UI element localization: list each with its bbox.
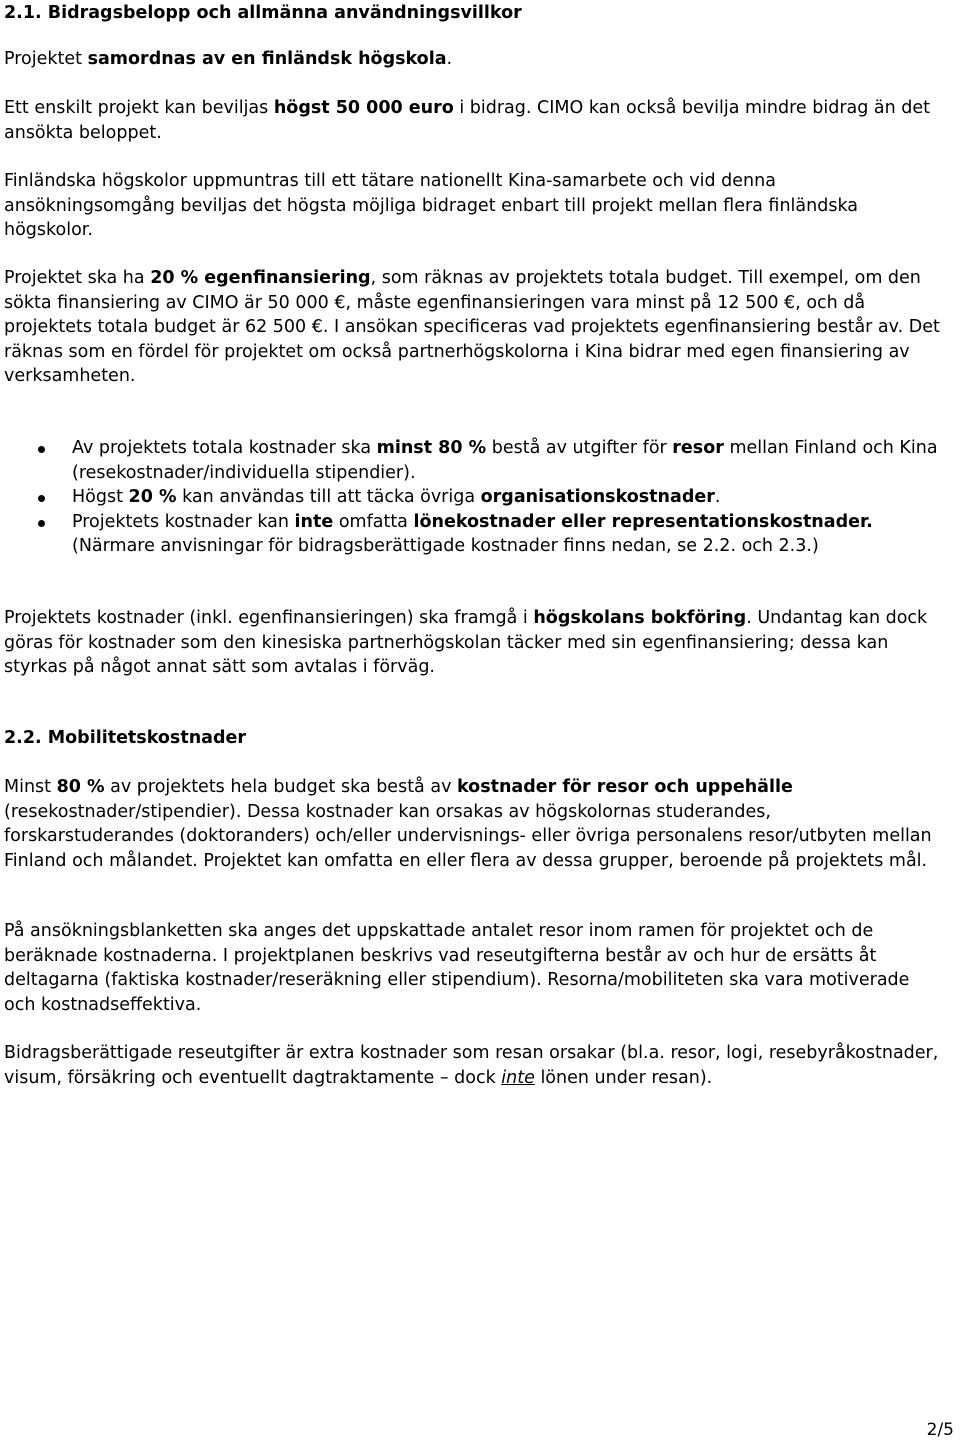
bullet-icon [38,495,45,502]
paragraph-bookkeeping: Projektets kostnader (inkl. egenfinansieringen) ska framgå i högskolans bokföring. Undantag kan dock göras för kostnader som den kinesiska partnerhögskolan täcker med sin egenfinansiering; dessa kan styrkas på något annat sätt som avtalas i förväg. [4,608,928,677]
paragraph-coordination: Projektet samordnas av en finländsk högskola. [4,49,453,69]
bullet-icon [38,446,45,453]
section-heading-2-1: 2.1. Bidragsbelopp och allmänna användningsvillkor [4,3,522,23]
list-item: Av projektets totala kostnader ska minst 80 % bestå av utgifter för resor mellan Finland och Kina (resekostnader/individuella stipendier). [4,436,944,485]
section-heading-2-2: 2.2. Mobilitetskostnader [4,728,246,748]
paragraph-self-financing: Projektet ska ha 20 % egenfinansiering, som räknas av projektets totala budget. Till exempel, om den sökta finansiering av CIMO är 50 000 €, måste egenfinansieringen vara minst på 12 500 €, och då projektets totala budget är 62 500 €. I ansökan specificeras vad projektets egenfinansiering består av. Det räknas som en fördel för projektet om också partnerhögskolorna i Kina bidrar med egen finansiering av verksamheten. [4,268,940,386]
paragraph-max-amount: Ett enskilt projekt kan beviljas högst 50 000 euro i bidrag. CIMO kan också bevilja mindre bidrag än det ansökta beloppet. [4,98,931,143]
paragraph-eligible-travel: Bidragsberättigade reseutgifter är extra kostnader som resan orsakar (bl.a. resor, logi, resebyråkostnader, visum, försäkring och eventuellt dagtraktamente – dock inte lönen under resan). [4,1043,939,1088]
page-number: 2/5 [926,1420,954,1440]
paragraph-application-form: På ansökningsblanketten ska anges det uppskattade antalet resor inom ramen för projektet och de beräknade kostnaderna. I projektplanen beskrivs vad reseutgifterna består av och hur de ersätts åt deltagarna (faktiska kostnader/reseräkning eller stipendium). Resorna/mobiliteten ska vara motiverade och kostnadseffektiva. [4,921,910,1015]
list-item: Projektets kostnader kan inte omfatta lönekostnader eller representationskostnader. (Närmare anvisningar för bidragsberättigade kostnader finns nedan, se 2.2. och 2.3.) [4,510,944,559]
bullet-icon [38,520,45,527]
list-item: Högst 20 % kan användas till att täcka övriga organisationskostnader. [4,485,944,510]
paragraph-mobility-share: Minst 80 % av projektets hela budget ska bestå av kostnader för resor och uppehälle (resekostnader/stipendier). Dessa kostnader kan orsakas av högskolornas studerandes, forskarstuderandes (doktoranders) och/eller undervisnings- eller övriga personalens resor/utbyten mellan Finland och målandet. Projektet kan omfatta en eller flera av dessa grupper, beroende på projektets mål. [4,777,932,871]
cost-rules-list [4,436,944,559]
paragraph-national-cooperation: Finländska högskolor uppmuntras till ett tätare nationellt Kina-samarbete och vid denna ansökningsomgång beviljas det högsta möjliga bidraget enbart till projekt mellan flera finländska högskolor. [4,171,859,240]
